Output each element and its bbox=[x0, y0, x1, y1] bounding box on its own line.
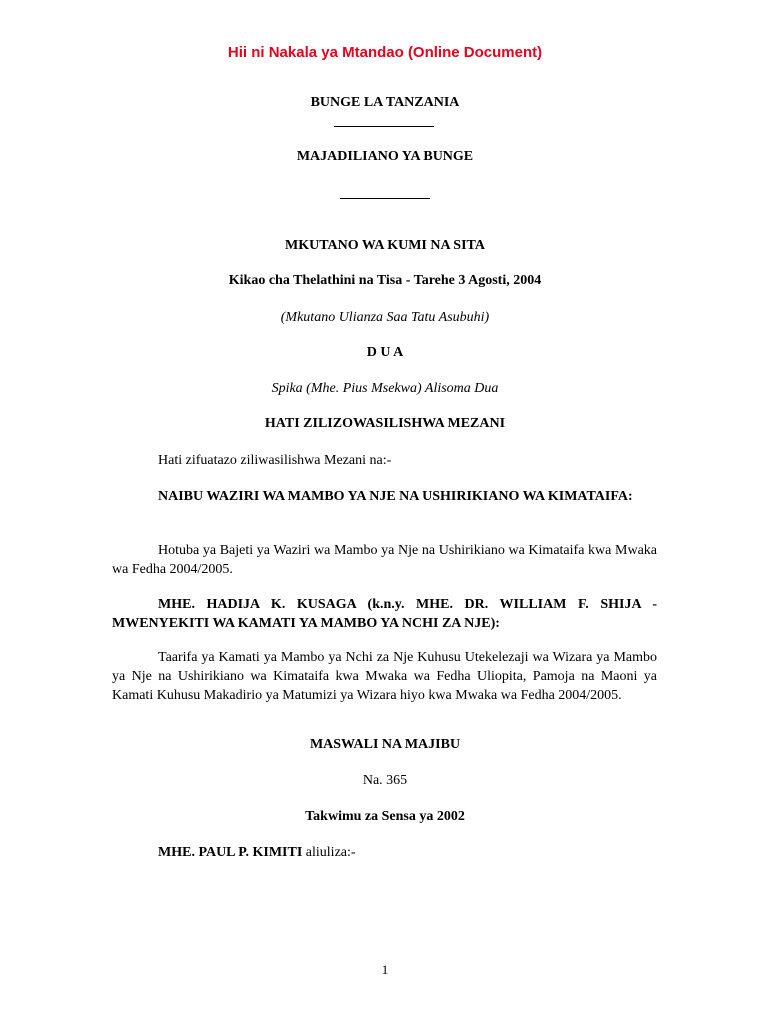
questions-heading: MASWALI NA MAJIBU bbox=[309, 737, 461, 752]
parliament-title: BUNGE LA TANZANIA bbox=[310, 95, 460, 110]
question-topic: Takwimu za Sensa ya 2002 bbox=[305, 809, 465, 824]
session-date: Kikao cha Thelathini na Tisa - Tarehe 3 Agosti, 2004 bbox=[228, 273, 542, 288]
paper-1-text: Hotuba ya Bajeti ya Waziri wa Mambo ya Nje na Ushirikiano wa Kimataifa kwa Mwaka wa Fedha 2004/2005. bbox=[112, 543, 657, 577]
start-time-note: (Mkutano Ulianza Saa Tatu Asubuhi) bbox=[280, 310, 490, 325]
paper-2-text: Taarifa ya Kamati ya Mambo ya Nchi za Nje Kuhusu Utekelezaji wa Wizara ya Mambo ya Nje na Ushirikiano wa Kimataifa kwa Mwaka wa Fedha Uliopita, Pamoja na Maoni ya Kamati Kuhusu Makadirio ya Matumizi ya Wizara hiyo kwa Mwaka wa Fedha 2004/2005. bbox=[112, 650, 657, 703]
debates-title: MAJADILIANO YA BUNGE bbox=[296, 149, 474, 164]
presenter-2: MHE. HADIJA K. KUSAGA (k.n.y. MHE. DR. WILLIAM F. SHIJA - MWENYEKITI WA KAMATI YA MAMBO YA NCHI ZA NJE): bbox=[112, 597, 657, 631]
prayer-heading: D U A bbox=[366, 345, 404, 360]
online-document-banner: Hii ni Nakala ya Mtandao (Online Document) bbox=[227, 44, 543, 61]
meeting-title: MKUTANO WA KUMI NA SITA bbox=[285, 238, 485, 253]
presenter-1: NAIBU WAZIRI WA MAMBO YA NJE NA USHIRIKIANO WA KIMATAIFA: bbox=[158, 489, 633, 504]
question-number: Na. 365 bbox=[362, 773, 408, 788]
prayer-note: Spika (Mhe. Pius Msekwa) Alisoma Dua bbox=[271, 381, 499, 396]
page-number: 1 bbox=[381, 962, 389, 977]
asker-name: MHE. PAUL P. KIMITI bbox=[158, 845, 303, 860]
asker-suffix: aliuliza:- bbox=[302, 845, 356, 860]
papers-intro: Hati zifuatazo ziliwasilishwa Mezani na:- bbox=[158, 453, 392, 468]
title-divider-2 bbox=[340, 198, 430, 199]
question-asker-line bbox=[112, 843, 657, 862]
papers-heading: HATI ZILIZOWASILISHWA MEZANI bbox=[264, 416, 506, 431]
title-divider-1 bbox=[334, 126, 434, 127]
